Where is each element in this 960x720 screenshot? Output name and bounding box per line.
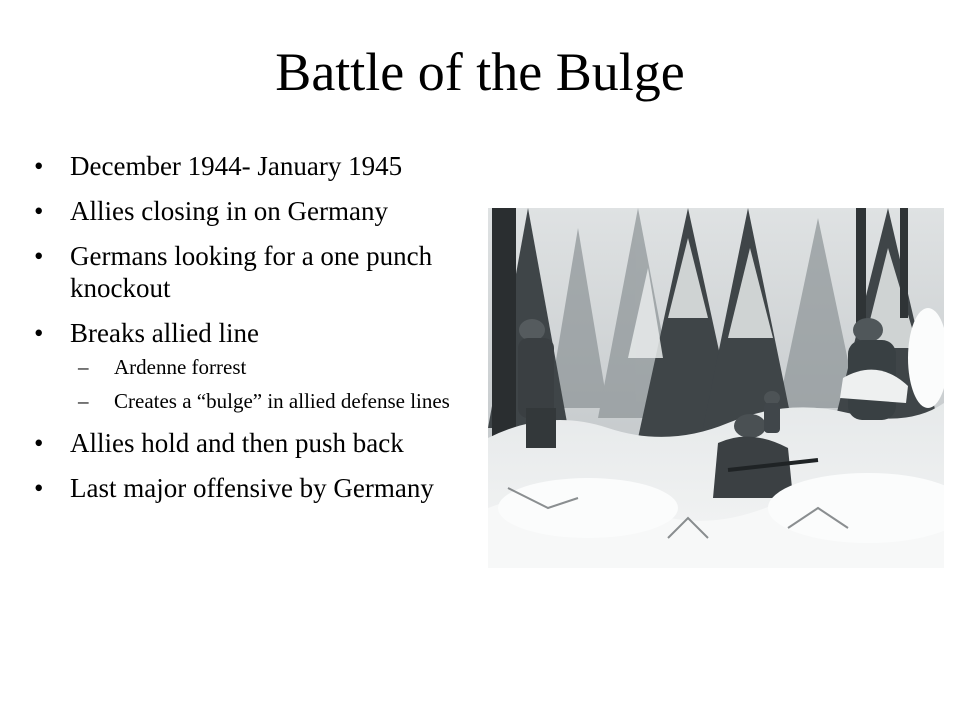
sub-bullet-marker: – — [78, 389, 89, 413]
bullet-marker: • — [34, 428, 44, 458]
bullet-item — [34, 317, 454, 414]
bullet-text: December 1944- January 1945 — [70, 151, 403, 181]
bullet-marker: • — [34, 196, 44, 226]
slide-title: Battle of the Bulge — [275, 42, 685, 102]
sub-bullet-item — [70, 389, 454, 414]
bullet-text: Allies closing in on Germany — [70, 196, 388, 226]
bullet-text: Allies hold and then push back — [70, 428, 404, 458]
bullet-text: Last major offensive by Germany — [70, 473, 434, 503]
bullet-item — [34, 150, 454, 182]
bullet-item — [34, 427, 454, 459]
bullet-marker: • — [34, 151, 44, 181]
sub-bullet-marker: – — [78, 355, 89, 379]
soldier-background — [764, 391, 780, 433]
sub-bullet-item — [70, 355, 454, 380]
bullet-item — [34, 195, 454, 227]
bullet-marker: • — [34, 473, 44, 503]
bullet-text: Germans looking for a one punch knockout — [70, 241, 433, 303]
bullet-marker: • — [34, 318, 44, 348]
bullet-list — [34, 150, 454, 517]
bullet-text: Breaks allied line — [70, 318, 259, 348]
sub-bullet-list — [70, 355, 454, 414]
sub-bullet-text: Creates a “bulge” in allied defense lines — [114, 389, 450, 413]
bullet-item — [34, 472, 454, 504]
snowy-forest-soldiers-photo — [488, 208, 944, 568]
sub-bullet-text: Ardenne forrest — [114, 355, 247, 379]
bullet-item — [34, 240, 454, 304]
photo-illustration — [488, 208, 944, 568]
bullet-marker: • — [34, 241, 44, 271]
